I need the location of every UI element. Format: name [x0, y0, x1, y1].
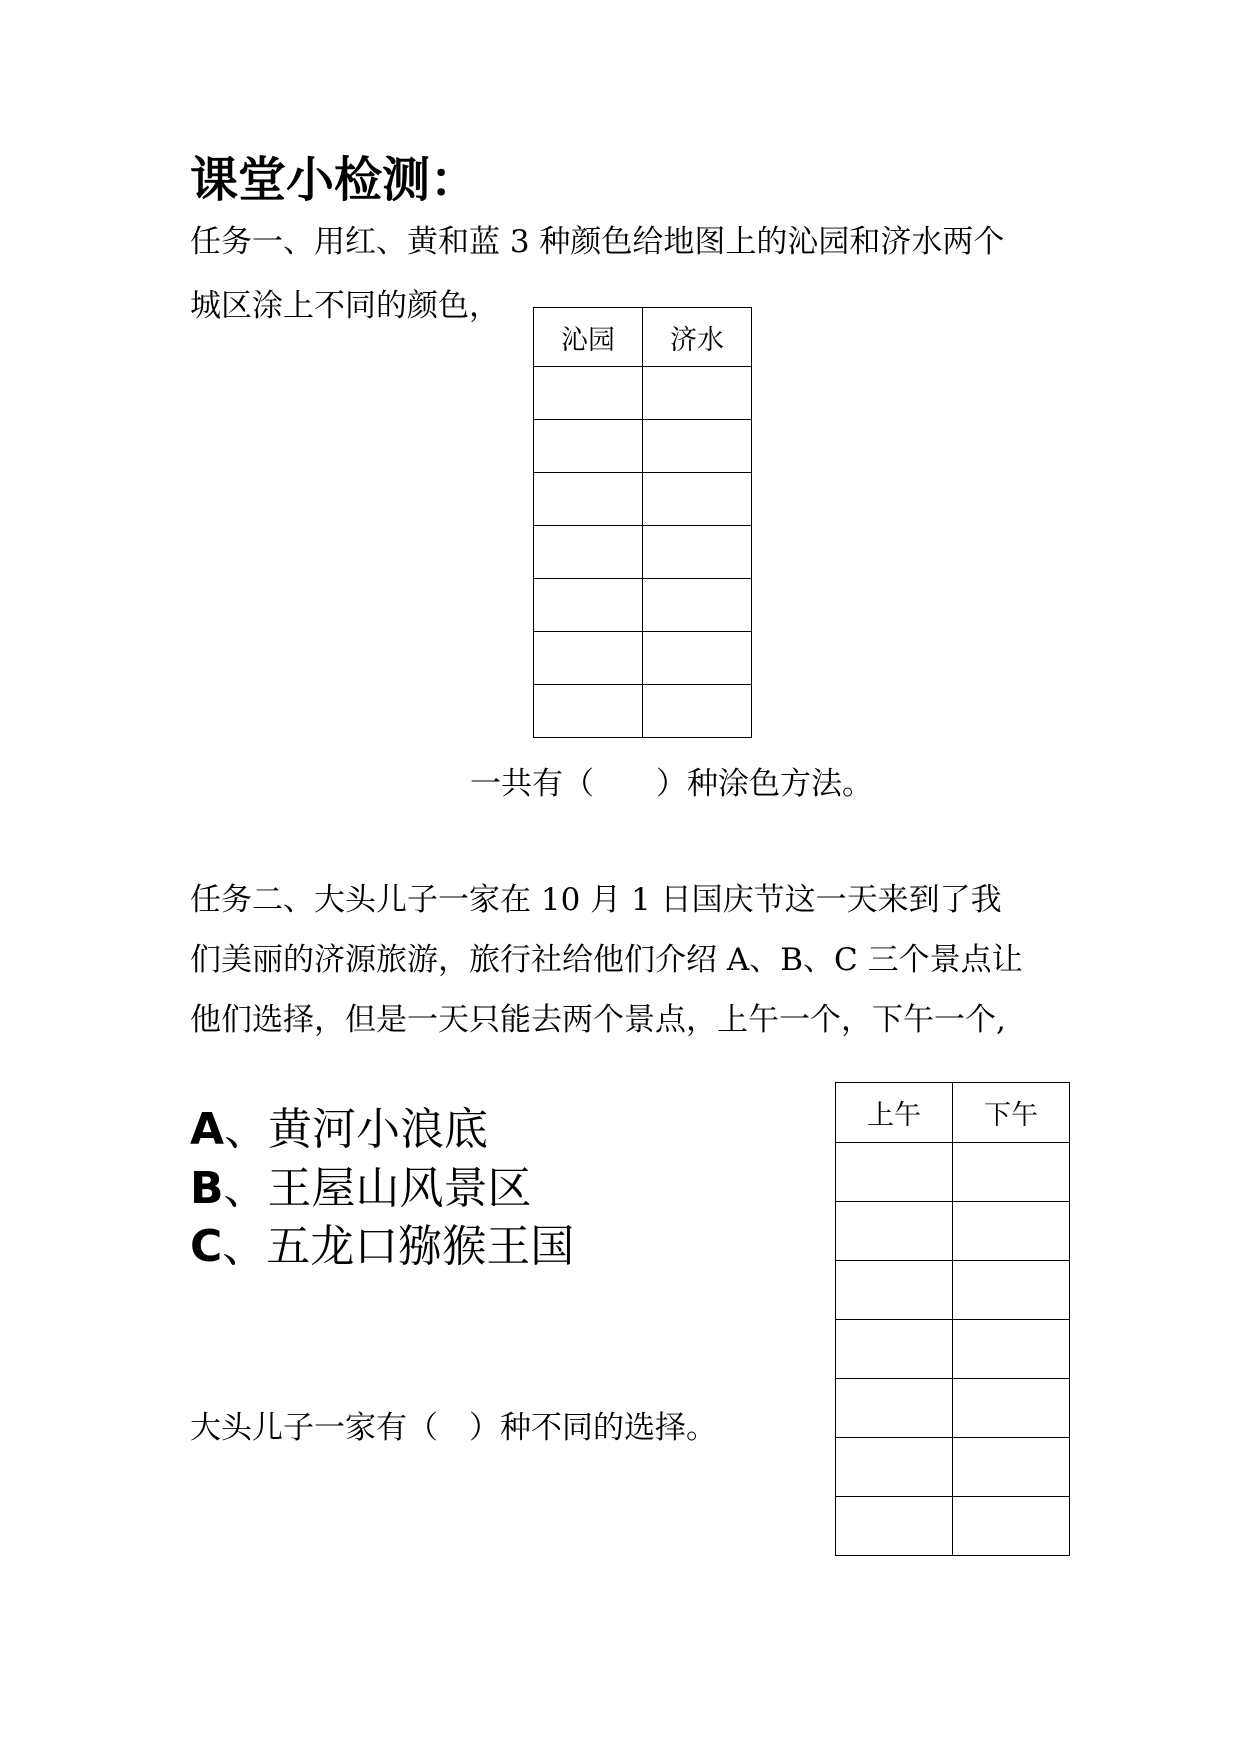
- task1-answer-line: 一共有（ ）种涂色方法。: [470, 766, 873, 802]
- table-header-afternoon: 下午: [953, 1083, 1070, 1143]
- option-b-letter: B: [190, 1163, 224, 1214]
- page-title: 课堂小检测：: [190, 152, 479, 208]
- table-header-morning: 上午: [836, 1083, 953, 1143]
- table-row: [534, 632, 752, 685]
- task1-blank-cell[interactable]: [643, 632, 752, 685]
- option-c-letter: C: [190, 1221, 223, 1272]
- task2-instruction-line3: 他们选择，但是一天只能去两个景点，上午一个，下午一个,: [190, 1002, 1006, 1038]
- table-header-row: [534, 308, 752, 367]
- option-b-text: 、王屋山风景区: [223, 1163, 532, 1214]
- task1-blank-cell[interactable]: [534, 473, 643, 526]
- task2-instruction-line2: 们美丽的济源旅游，旅行社给他们介绍 A、B、C 三个景点让: [190, 942, 1023, 978]
- task1-blank-cell[interactable]: [643, 526, 752, 579]
- table-row: [534, 579, 752, 632]
- table-header-jishui: 济水: [643, 308, 752, 367]
- task2-table-body: [836, 1143, 1070, 1556]
- task1-blank-cell[interactable]: [643, 579, 752, 632]
- task2-blank-cell[interactable]: [836, 1202, 953, 1261]
- task2-blank-cell[interactable]: [953, 1438, 1070, 1497]
- table-row: [836, 1379, 1070, 1438]
- option-a: [190, 1102, 488, 1158]
- task1-table-body: [534, 367, 752, 738]
- task2-blank-cell[interactable]: [953, 1261, 1070, 1320]
- table-row: [836, 1202, 1070, 1261]
- task2-answer-line: 大头儿子一家有（ ）种不同的选择。: [190, 1410, 717, 1446]
- task2-blank-cell[interactable]: [953, 1497, 1070, 1556]
- task1-blank-cell[interactable]: [534, 632, 643, 685]
- table-row: [836, 1320, 1070, 1379]
- table-header-qinyuan: 沁园: [534, 308, 643, 367]
- option-a-text: 、黄河小浪底: [224, 1104, 489, 1155]
- table-row: [836, 1438, 1070, 1497]
- task1-blank-cell[interactable]: [534, 685, 643, 738]
- task2-blank-cell[interactable]: [953, 1143, 1070, 1202]
- option-c: [190, 1219, 574, 1275]
- task2-blank-cell[interactable]: [836, 1143, 953, 1202]
- option-c-text: 、五龙口猕猴王国: [222, 1221, 575, 1272]
- task1-instruction-line1: 任务一、用红、黄和蓝 3 种颜色给地图上的沁园和济水两个: [190, 224, 1005, 260]
- option-b: [190, 1161, 532, 1217]
- task1-blank-cell[interactable]: [534, 367, 643, 420]
- task2-blank-cell[interactable]: [953, 1202, 1070, 1261]
- table-row: [534, 685, 752, 738]
- task1-blank-cell[interactable]: [534, 579, 643, 632]
- table-row: [534, 526, 752, 579]
- task1-blank-cell[interactable]: [643, 367, 752, 420]
- table-row: [534, 367, 752, 420]
- table-row: [836, 1143, 1070, 1202]
- table-row: [836, 1261, 1070, 1320]
- task2-blank-cell[interactable]: [836, 1261, 953, 1320]
- task2-blank-cell[interactable]: [836, 1497, 953, 1556]
- task1-instruction-line2: 城区涂上不同的颜色，: [190, 288, 500, 324]
- task2-schedule-table: [835, 1082, 1070, 1556]
- task1-blank-cell[interactable]: [643, 685, 752, 738]
- task2-blank-cell[interactable]: [836, 1379, 953, 1438]
- task2-blank-cell[interactable]: [836, 1438, 953, 1497]
- task1-blank-cell[interactable]: [643, 473, 752, 526]
- table-row: [836, 1497, 1070, 1556]
- task2-instruction-line1: 任务二、大头儿子一家在 10 月 1 日国庆节这一天来到了我: [190, 882, 1002, 918]
- task2-blank-cell[interactable]: [953, 1379, 1070, 1438]
- task2-blank-cell[interactable]: [953, 1320, 1070, 1379]
- task2-blank-cell[interactable]: [836, 1320, 953, 1379]
- table-header-row: [836, 1083, 1070, 1143]
- table-row: [534, 473, 752, 526]
- task1-blank-cell[interactable]: [643, 420, 752, 473]
- option-a-letter: A: [190, 1104, 225, 1155]
- task1-blank-cell[interactable]: [534, 526, 643, 579]
- task1-blank-cell[interactable]: [534, 420, 643, 473]
- table-row: [534, 420, 752, 473]
- task1-color-table: [533, 307, 752, 738]
